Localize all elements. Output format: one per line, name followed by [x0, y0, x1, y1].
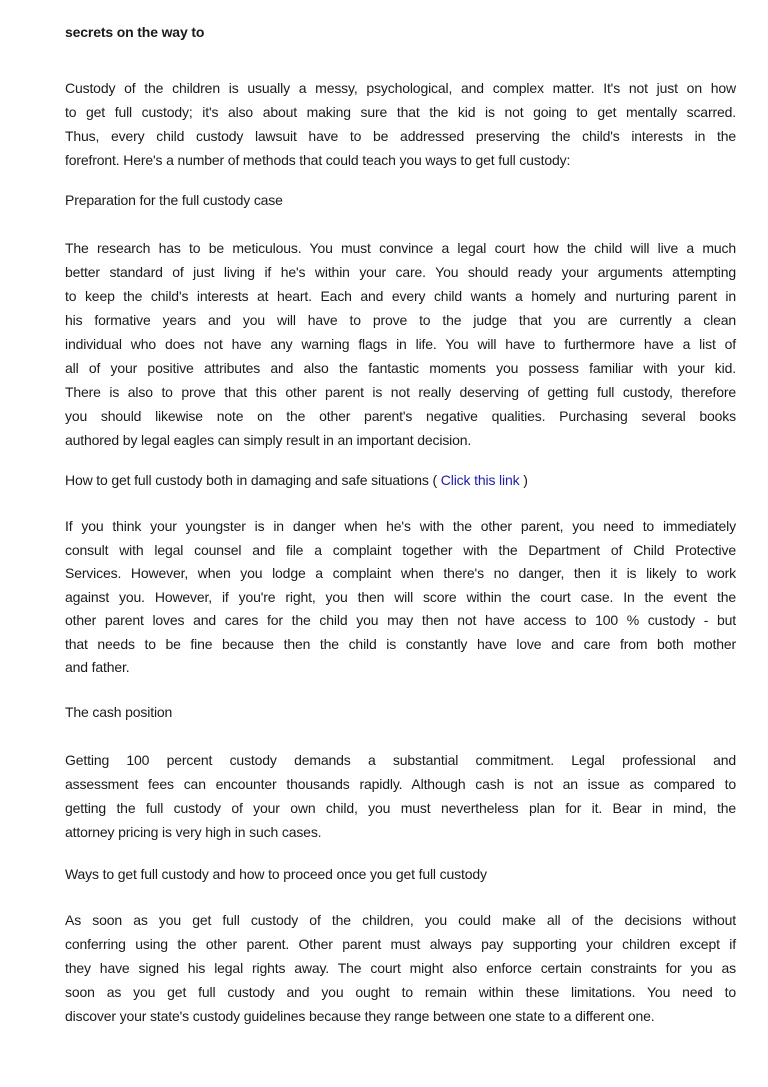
text-line: to keep the child's interests at heart. Each and every child wants a homely and nurturing parent in: [65, 288, 736, 304]
text-line: all of your positive attributes and also the fantastic moments you possess familiar with your kid.: [65, 360, 736, 376]
heading-cash-position: The cash position: [65, 704, 173, 720]
text-line: If you think your youngster is in danger when he's with the other parent, you need to immediately: [65, 518, 736, 534]
text-line: his formative years and you will have to prove to the judge that you are currently a clean: [65, 312, 736, 328]
document-title: secrets on the way to: [65, 24, 205, 40]
text-line: individual who does not have any warning flags in life. You will have to furthermore have a list of: [65, 336, 736, 352]
text-line: consult with legal counsel and file a complaint together with the Department of Child Protective: [65, 541, 736, 558]
text-line: they have signed his legal rights away. The court might also enforce certain constraints for you as: [65, 960, 736, 976]
text-line: better standard of just living if he's within your care. You should ready your arguments attempting: [65, 264, 736, 280]
text-line: assessment fees can encounter thousands rapidly. Although cash is not an issue as compared to: [65, 776, 736, 792]
text-line: you should likewise note on the other parent's negative qualities. Purchasing several books: [65, 408, 736, 424]
text-line: other parent loves and cares for the child you may then not have access to 100 % custody - but: [65, 612, 736, 628]
paragraph-after-custody: [65, 908, 736, 1028]
text-line: Thus, every child custody lawsuit have to be addressed preserving the child's interests in the: [65, 128, 736, 144]
text-line: forefront. Here's a number of methods that could teach you ways to get full custody:: [65, 152, 571, 168]
click-this-link[interactable]: Click this link: [440, 472, 520, 488]
text-line: discover your state's custody guidelines because they range between one state to a different one.: [65, 1008, 655, 1024]
paragraph-research: [65, 236, 736, 452]
text-line: that needs to be fine because then the child is constantly have love and care from both mother: [65, 635, 736, 652]
text-line: attorney pricing is very high in such cases.: [65, 824, 322, 840]
text-line: against you. However, if you're right, you then will score within the court case. In the event the: [65, 588, 736, 605]
text-line: As soon as you get full custody of the children, you could make all of the decisions without: [65, 912, 736, 928]
text-line: Getting 100 percent custody demands a substantial commitment. Legal professional and: [65, 752, 736, 768]
heading-ways: Ways to get full custody and how to proceed once you get full custody: [65, 866, 487, 882]
heading-damaging-safe: [65, 468, 736, 492]
text-line: soon as you get full custody and you ought to remain within these limitations. You need to: [65, 984, 736, 1000]
text-line: authored by legal eagles can simply result in an important decision.: [65, 432, 472, 448]
text-line: to get full custody; it's also about making sure that the kid is not going to get mentally scarred.: [65, 104, 736, 120]
paragraph-cash: [65, 748, 736, 844]
paragraph-danger: [65, 515, 736, 680]
paragraph-intro: [65, 76, 736, 172]
heading-preparation: Preparation for the full custody case: [65, 192, 283, 208]
heading-text: How to get full custody both in damaging and safe situations (: [65, 472, 438, 488]
text-line: The research has to be meticulous. You must convince a legal court how the child will live a much: [65, 240, 736, 256]
text-line: There is also to prove that this other parent is not really deserving of getting full custody, therefore: [65, 384, 736, 400]
heading-close-paren: ): [523, 472, 528, 488]
text-line: conferring using the other parent. Other parent must always pay supporting your children except if: [65, 936, 736, 952]
text-line: Custody of the children is usually a messy, psychological, and complex matter. It's not just on how: [65, 80, 736, 96]
text-line: and father.: [65, 659, 130, 675]
text-line: Services. However, when you lodge a complaint when there's no danger, then it is likely to work: [65, 565, 736, 581]
text-line: getting the full custody of your own child, you must nevertheless plan for it. Bear in mind, the: [65, 800, 736, 816]
